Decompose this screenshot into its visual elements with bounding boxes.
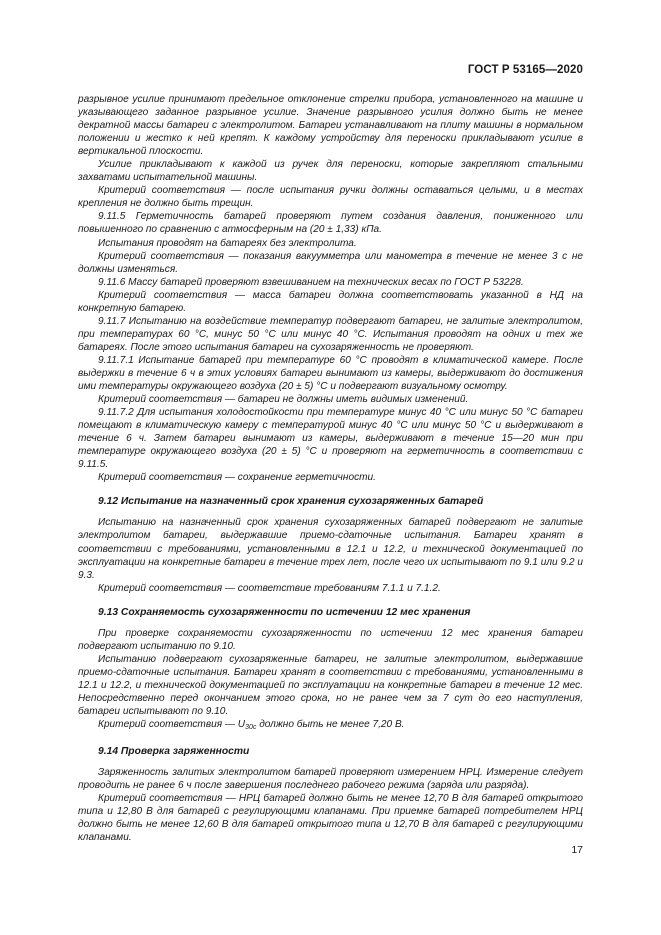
standard-header: ГОСТ Р 53165—2020 bbox=[467, 64, 583, 76]
paragraph: Заряженность залитых электролитом батарей проверяют измерением НРЦ. Измерение следует проводить не ранее 6 ч после завершения последнего рабочего режима (заряда или разряда). bbox=[78, 767, 583, 792]
paragraph-criterion-u30 bbox=[78, 718, 583, 734]
paragraph: Испытания проводят на батареях без электролита. bbox=[98, 237, 357, 249]
paragraph: При проверке сохраняемости сухозаряженности по истечении 12 мес хранения батареи подвергают испытанию по 9.10. bbox=[78, 627, 583, 652]
paragraph: Критерий соответствия — соответствие требованиям 7.1.1 и 7.1.2. bbox=[98, 582, 441, 594]
paragraph: Критерий соответствия — масса батареи должна соответствовать указанной в НД на конкретную батарею. bbox=[78, 289, 583, 314]
paragraph: Критерий соответствия — показания вакуумметра или манометра в течение не менее 3 с не должны изменяться. bbox=[78, 250, 583, 275]
subscript: 30с bbox=[245, 724, 257, 732]
paragraph-9-11-7: 9.11.7 Испытанию на воздействие температур подвергают батареи, не залитые электролитом, при температурах 60 °С, минус 50 °С или минус 40 °С. Испытания проводят на одних и тех же батареях. После этого испытания батареи на сухозаряженность не проверяют. bbox=[78, 315, 583, 353]
criterion-text: Критерий соответствия — U bbox=[98, 719, 246, 731]
paragraph: Критерий соответствия — НРЦ батарей должно быть не менее 12,70 В для батарей открытого типа и 12,80 В для батарей с регулирующими клапанами. При приемке батарей потребителем НРЦ должно быть не менее 12,60 В для батарей открытого типа и 12,70 В для батарей с регулирующими клапанами. bbox=[78, 793, 583, 844]
paragraph: Испытанию подвергают сухозаряженные батареи, не залитые электролитом, выдержавшие приемо-сдаточные испытания. Батареи хранят в соответствии с требованиями, установленными в 12.1 и 12.2, и технической документацией по эксплуатации на конкретные батареи в течение 12 мес. Непосредственно перед окончанием этого срока, но не ранее чем за 7 сут до его наступления, батареи испытывают по 9.10. bbox=[78, 653, 583, 717]
paragraph: Усилие прикладывают к каждой из ручек для переноски, которые закрепляют стальными захватами испытательной машины. bbox=[78, 159, 583, 184]
paragraph: Критерий соответствия — после испытания ручки должны оставаться целыми, и в местах крепления не должно быть трещин. bbox=[78, 185, 583, 210]
paragraph: Критерий соответствия — батареи не должны иметь видимых изменений. bbox=[98, 394, 469, 406]
criterion-value: должно быть не менее 7,20 В. bbox=[256, 719, 405, 731]
paragraph-9-11-6: 9.11.6 Массу батарей проверяют взвешиванием на технических весах по ГОСТ Р 53228. bbox=[98, 276, 524, 288]
paragraph: Испытанию на назначенный срок хранения сухозаряженных батарей подвергают не залитые электролитом батареи, выдержавшие приемо-сдаточные испытания. Батареи хранят в соответствии с требованиями, установленными в 12.1 и 12.2, и технической документацией по эксплуатации на конкретные батареи в течение трех лет, после чего их испытывают по 9.1 или 9.2 и 9.3. bbox=[78, 517, 583, 581]
paragraph-9-11-5: 9.11.5 Герметичность батарей проверяют путем создания давления, пониженного или повышенного по сравнению с атмосферным на (20 ± 1,33) кПа. bbox=[78, 211, 583, 236]
paragraph-9-11-7-2: 9.11.7.2 Для испытания холодостойкости при температуре минус 40 °С или минус 50 °С батареи помещают в климатическую камеру с температурой минус 40 °С или минус 50 °С и выдерживают в течение 6 ч. Затем батареи вынимают из камеры, выдерживают в течение 15—20 мин при температуре окружающего воздуха (20 ± 5) °С и проверяют на герметичность в соответствии с 9.11.5. bbox=[78, 407, 583, 471]
paragraph-9-11-7-1: 9.11.7.1 Испытание батарей при температуре 60 °С проводят в климатической камере. После выдержки в течение 6 ч в этих условиях батареи вынимают из камеры, выдерживают до достижения ими температуры окружающего воздуха (20 ± 5) °С и подвергают визуальному осмотру. bbox=[78, 354, 583, 393]
page-number: 17 bbox=[571, 844, 583, 856]
document-body bbox=[78, 93, 583, 844]
section-heading-9-14: 9.14 Проверка заряженности bbox=[98, 746, 250, 758]
paragraph: Критерий соответствия — сохранение герметичности. bbox=[98, 472, 376, 484]
section-heading-9-13: 9.13 Сохраняемость сухозаряженности по истечении 12 мес хранения bbox=[98, 606, 471, 618]
section-heading-9-12: 9.12 Испытание на назначенный срок хранения сухозаряженных батарей bbox=[98, 496, 484, 508]
paragraph: разрывное усилие принимают предельное отклонение стрелки прибора, установленного на машине и указывающего заданное разрывное усилие. Значение разрывного усилия должно быть не менее декратной массы батареи с электролитом. Батареи устанавливают на плиту машины в нормальном положении и жестко к ней крепят. К каждому устройству для переноски прикладывают усилие в вертикальной плоскости. bbox=[78, 94, 583, 158]
